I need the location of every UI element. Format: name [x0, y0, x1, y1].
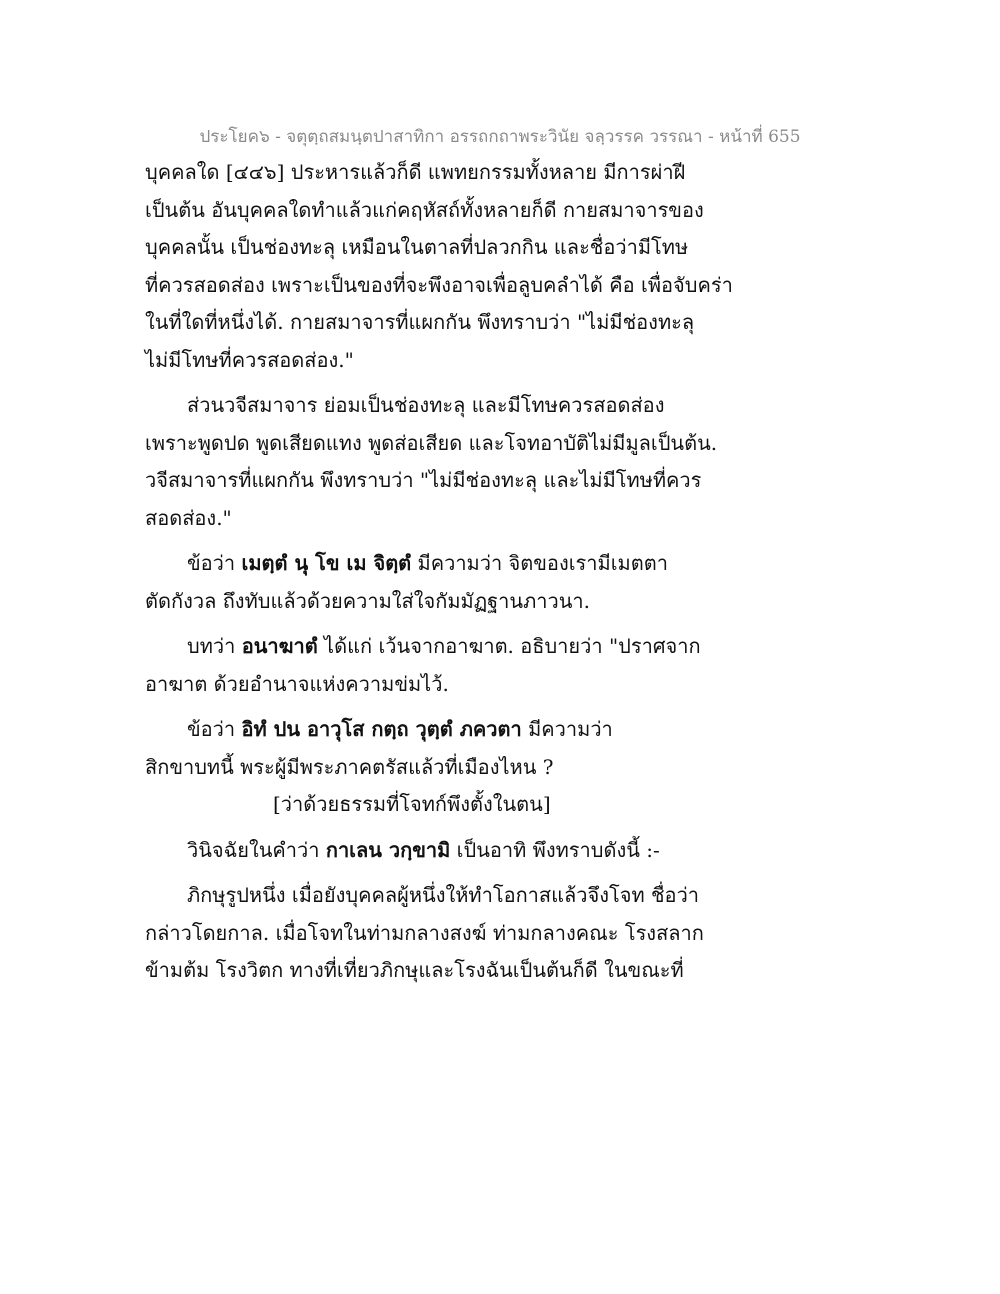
paragraph-5: [145, 711, 735, 786]
text-line: [145, 545, 735, 583]
text-line: [145, 832, 735, 870]
text-span: เป็นอาทิ พึงทราบดังนี้ :-: [450, 837, 660, 862]
text-line: ภิกษุรูปหนึ่ง เมื่อยังบุคคลผู้หนึ่งให้ทำโอกาสแล้วจึงโจท ชื่อว่า: [187, 883, 700, 907]
text-line: ไม่มีโทษที่ควรสอดส่อง.": [145, 347, 354, 372]
text-line: ข้ามต้ม โรงวิตก ทางที่เที่ยวภิกษุและโรงฉันเป็นต้นก็ดี ในขณะที่: [145, 958, 684, 982]
pali-term: กาเลน วกฺขามิ: [325, 837, 451, 862]
text-line: สิกขาบทนี้ พระผู้มีพระภาคตรัสแล้วที่เมืองไหน ?: [145, 754, 554, 779]
pali-term: อนาฆาตํ: [241, 634, 318, 658]
text-span: บทว่า: [187, 634, 242, 658]
text-line: กล่าวโดยกาล. เมื่อโจทในท่ามกลางสงฆ์ ท่ามกลางคณะ โรงสลาก: [145, 920, 704, 945]
text-line: บุคคลใด [๔๔๖] ประหารแล้วก็ดี แพทยกรรมทั้งหลาย มีการผ่าฝี: [145, 160, 686, 184]
text-line: [145, 711, 735, 749]
paragraph-6: [145, 832, 735, 870]
text-line: ที่ควรสอดส่อง เพราะเป็นของที่จะพึงอาจเพื่อลูบคลำได้ คือ เพื่อจับคร่า: [145, 272, 733, 297]
section-heading: [145, 786, 735, 824]
text-line: เพราะพูดปด พูดเสียดแทง พูดส่อเสียด และโจทอาบัติไม่มีมูลเป็นต้น.: [145, 430, 718, 455]
text-line: อาฆาต ด้วยอำนาจแห่งความข่มไว้.: [145, 671, 449, 696]
paragraph-1: [145, 154, 735, 379]
text-line: [145, 628, 735, 666]
pali-term: อิทํ ปน อาวุโส กตฺถ วุตฺตํ ภควตา: [241, 717, 522, 741]
text-span: มีความว่า จิตของเรามีเมตตา: [411, 551, 668, 575]
document-body: [145, 154, 735, 990]
paragraph-7: [145, 877, 735, 990]
paragraph-4: [145, 628, 735, 703]
text-line: สอดส่อง.": [145, 505, 232, 530]
text-span: ข้อว่า: [187, 551, 242, 575]
text-span: วินิจฉัยในคำว่า: [187, 837, 326, 862]
text-line: ในที่ใดที่หนึ่งได้. กายสมาจารที่แผกกัน พึงทราบว่า "ไม่มีช่องทะลุ: [145, 310, 695, 334]
text-span: มีความว่า: [521, 717, 613, 741]
text-line: ตัดกังวล ถึงทับแล้วด้วยความใส่ใจกัมมัฏฐานภาวนา.: [145, 588, 590, 613]
paragraph-2: [145, 387, 735, 537]
text-span: ข้อว่า: [187, 717, 242, 741]
paragraph-3: [145, 545, 735, 620]
pali-term: เมตฺตํ นุ โข เม จิตฺตํ: [241, 551, 412, 575]
page-header: ประโยค๖ - จตุตฺถสมนฺตปาสาทิกา อรรถกถาพระวินัย จลฺวรรค วรรณา - หน้าที่ 655: [199, 127, 801, 147]
text-line: วจีสมาจารที่แผกกัน พึงทราบว่า "ไม่มีช่องทะลุ และไม่มีโทษที่ควร: [145, 468, 702, 492]
text-line: บุคคลนั้น เป็นช่องทะลุ เหมือนในตาลที่ปลวกกิน และชื่อว่ามีโทษ: [145, 235, 689, 259]
text-line: ส่วนวจีสมาจาร ย่อมเป็นช่องทะลุ และมีโทษควรสอดส่อง: [187, 393, 665, 417]
section-heading-text: [ว่าด้วยธรรมที่โจทก์พึงตั้งในตน]: [273, 792, 551, 816]
text-span: ได้แก่ เว้นจากอาฆาต. อธิบายว่า "ปราศจาก: [317, 634, 701, 658]
text-line: เป็นต้น อันบุคคลใดทำแล้วแก่คฤหัสถ์ทั้งหลายก็ดี กายสมาจารของ: [145, 197, 704, 222]
